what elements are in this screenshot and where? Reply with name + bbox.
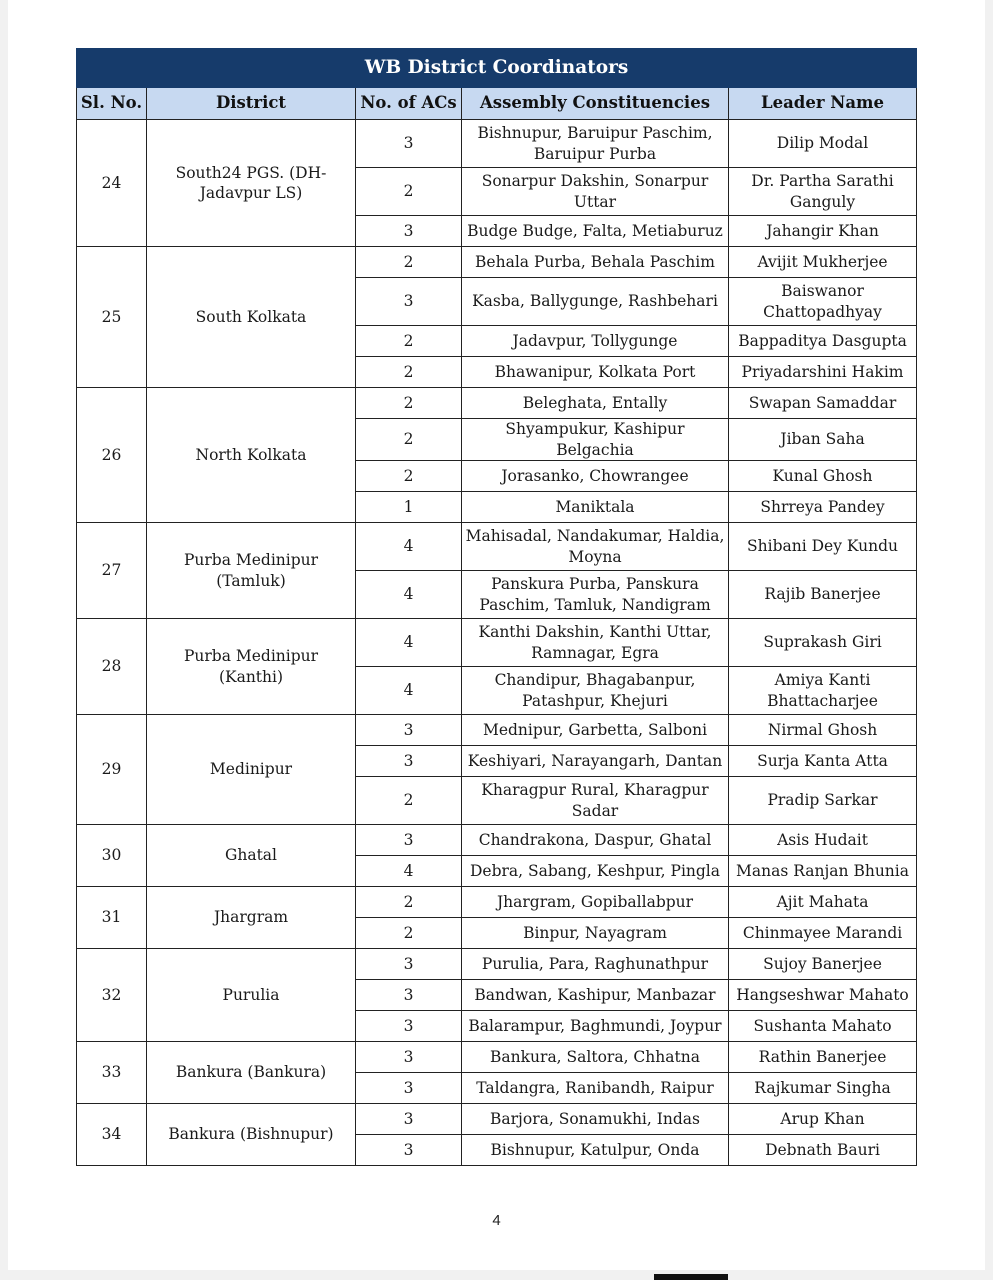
leader-name-cell: Nirmal Ghosh — [729, 715, 917, 746]
constituencies-cell: Bhawanipur, Kolkata Port — [462, 357, 729, 388]
leader-name-cell: Jahangir Khan — [729, 216, 917, 247]
acs-cell: 4 — [356, 523, 462, 571]
leader-name-cell: Ajit Mahata — [729, 887, 917, 918]
acs-cell: 2 — [356, 388, 462, 419]
sl-no-cell: 24 — [77, 120, 147, 247]
sl-no-cell: 31 — [77, 887, 147, 949]
acs-cell: 4 — [356, 856, 462, 887]
acs-cell: 2 — [356, 247, 462, 278]
leader-name-cell: Sushanta Mahato — [729, 1011, 917, 1042]
table-row — [77, 887, 917, 918]
table-row — [77, 949, 917, 980]
constituencies-cell: Kasba, Ballygunge, Rashbehari — [462, 278, 729, 326]
leader-name-cell: Avijit Mukherjee — [729, 247, 917, 278]
acs-cell: 3 — [356, 746, 462, 777]
leader-name-cell: Rajib Banerjee — [729, 571, 917, 619]
district-cell: Bankura (Bishnupur) — [147, 1104, 356, 1166]
bottom-bar — [654, 1274, 728, 1280]
acs-cell: 3 — [356, 1135, 462, 1166]
acs-cell: 3 — [356, 715, 462, 746]
table-title: WB District Coordinators — [77, 49, 917, 88]
constituencies-cell: Sonarpur Dakshin, Sonarpur Uttar — [462, 168, 729, 216]
sl-no-cell: 27 — [77, 523, 147, 619]
constituencies-cell: Shyampukur, Kashipur Belgachia — [462, 419, 729, 461]
table-row — [77, 825, 917, 856]
acs-cell: 3 — [356, 1104, 462, 1135]
leader-name-cell: Chinmayee Marandi — [729, 918, 917, 949]
district-cell: Medinipur — [147, 715, 356, 825]
acs-cell: 2 — [356, 419, 462, 461]
acs-cell: 3 — [356, 216, 462, 247]
constituencies-cell: Chandipur, Bhagabanpur, Patashpur, Khejuri — [462, 667, 729, 715]
leader-name-cell: Kunal Ghosh — [729, 461, 917, 492]
acs-cell: 3 — [356, 1011, 462, 1042]
constituencies-cell: Behala Purba, Behala Paschim — [462, 247, 729, 278]
leader-name-cell: Jiban Saha — [729, 419, 917, 461]
district-cell: Purba Medinipur (Kanthi) — [147, 619, 356, 715]
constituencies-cell: Bishnupur, Baruipur Paschim, Baruipur Purba — [462, 120, 729, 168]
district-cell: Jhargram — [147, 887, 356, 949]
district-cell: Ghatal — [147, 825, 356, 887]
acs-cell: 4 — [356, 667, 462, 715]
acs-cell: 2 — [356, 918, 462, 949]
table-body — [77, 120, 917, 1166]
acs-cell: 3 — [356, 120, 462, 168]
leader-name-cell: Baiswanor Chattopadhyay — [729, 278, 917, 326]
leader-name-cell: Dilip Modal — [729, 120, 917, 168]
leader-name-cell: Hangseshwar Mahato — [729, 980, 917, 1011]
acs-cell: 3 — [356, 825, 462, 856]
acs-cell: 2 — [356, 777, 462, 825]
constituencies-cell: Bankura, Saltora, Chhatna — [462, 1042, 729, 1073]
district-cell: North Kolkata — [147, 388, 356, 523]
leader-name-cell: Arup Khan — [729, 1104, 917, 1135]
constituencies-cell: Debra, Sabang, Keshpur, Pingla — [462, 856, 729, 887]
acs-cell: 2 — [356, 326, 462, 357]
sl-no-cell: 33 — [77, 1042, 147, 1104]
table-row — [77, 619, 917, 667]
leader-name-cell: Shrreya Pandey — [729, 492, 917, 523]
acs-cell: 1 — [356, 492, 462, 523]
constituencies-cell: Jadavpur, Tollygunge — [462, 326, 729, 357]
leader-name-cell: Dr. Partha Sarathi Ganguly — [729, 168, 917, 216]
constituencies-cell: Purulia, Para, Raghunathpur — [462, 949, 729, 980]
sl-no-cell: 32 — [77, 949, 147, 1042]
leader-name-cell: Suprakash Giri — [729, 619, 917, 667]
district-cell: Purba Medinipur (Tamluk) — [147, 523, 356, 619]
table-row — [77, 120, 917, 168]
district-coordinators-table — [76, 48, 917, 1166]
acs-cell: 2 — [356, 357, 462, 388]
constituencies-cell: Mahisadal, Nandakumar, Haldia, Moyna — [462, 523, 729, 571]
district-cell: South24 PGS. (DH-Jadavpur LS) — [147, 120, 356, 247]
header-sl-no: Sl. No. — [77, 88, 147, 120]
leader-name-cell: Manas Ranjan Bhunia — [729, 856, 917, 887]
acs-cell: 3 — [356, 1042, 462, 1073]
district-cell: Bankura (Bankura) — [147, 1042, 356, 1104]
header-district: District — [147, 88, 356, 120]
leader-name-cell: Amiya Kanti Bhattacharjee — [729, 667, 917, 715]
sl-no-cell: 30 — [77, 825, 147, 887]
page-number: 4 — [492, 1212, 501, 1229]
table-row — [77, 388, 917, 419]
acs-cell: 2 — [356, 887, 462, 918]
leader-name-cell: Asis Hudait — [729, 825, 917, 856]
sl-no-cell: 26 — [77, 388, 147, 523]
leader-name-cell: Swapan Samaddar — [729, 388, 917, 419]
table-row — [77, 1104, 917, 1135]
table-row — [77, 715, 917, 746]
leader-name-cell: Debnath Bauri — [729, 1135, 917, 1166]
table-row — [77, 523, 917, 571]
district-cell: Purulia — [147, 949, 356, 1042]
table-row — [77, 1042, 917, 1073]
sl-no-cell: 25 — [77, 247, 147, 388]
header-assembly-constituencies: Assembly Constituencies — [462, 88, 729, 120]
acs-cell: 4 — [356, 571, 462, 619]
constituencies-cell: Bishnupur, Katulpur, Onda — [462, 1135, 729, 1166]
acs-cell: 3 — [356, 949, 462, 980]
acs-cell: 4 — [356, 619, 462, 667]
constituencies-cell: Keshiyari, Narayangarh, Dantan — [462, 746, 729, 777]
constituencies-cell: Kanthi Dakshin, Kanthi Uttar, Ramnagar, Egra — [462, 619, 729, 667]
constituencies-cell: Maniktala — [462, 492, 729, 523]
district-cell: South Kolkata — [147, 247, 356, 388]
constituencies-cell: Panskura Purba, Panskura Paschim, Tamluk, Nandigram — [462, 571, 729, 619]
sl-no-cell: 29 — [77, 715, 147, 825]
acs-cell: 2 — [356, 168, 462, 216]
constituencies-cell: Budge Budge, Falta, Metiaburuz — [462, 216, 729, 247]
constituencies-cell: Beleghata, Entally — [462, 388, 729, 419]
sl-no-cell: 28 — [77, 619, 147, 715]
acs-cell: 3 — [356, 980, 462, 1011]
constituencies-cell: Bandwan, Kashipur, Manbazar — [462, 980, 729, 1011]
acs-cell: 3 — [356, 278, 462, 326]
header-no-of-acs: No. of ACs — [356, 88, 462, 120]
leader-name-cell: Shibani Dey Kundu — [729, 523, 917, 571]
leader-name-cell: Bappaditya Dasgupta — [729, 326, 917, 357]
constituencies-cell: Barjora, Sonamukhi, Indas — [462, 1104, 729, 1135]
constituencies-cell: Taldangra, Ranibandh, Raipur — [462, 1073, 729, 1104]
sl-no-cell: 34 — [77, 1104, 147, 1166]
leader-name-cell: Pradip Sarkar — [729, 777, 917, 825]
constituencies-cell: Jhargram, Gopiballabpur — [462, 887, 729, 918]
acs-cell: 2 — [356, 461, 462, 492]
table-row — [77, 247, 917, 278]
constituencies-cell: Binpur, Nayagram — [462, 918, 729, 949]
leader-name-cell: Surja Kanta Atta — [729, 746, 917, 777]
constituencies-cell: Mednipur, Garbetta, Salboni — [462, 715, 729, 746]
constituencies-cell: Chandrakona, Daspur, Ghatal — [462, 825, 729, 856]
header-leader-name: Leader Name — [729, 88, 917, 120]
leader-name-cell: Rathin Banerjee — [729, 1042, 917, 1073]
acs-cell: 3 — [356, 1073, 462, 1104]
header-row — [77, 88, 917, 120]
constituencies-cell: Kharagpur Rural, Kharagpur Sadar — [462, 777, 729, 825]
leader-name-cell: Priyadarshini Hakim — [729, 357, 917, 388]
constituencies-cell: Balarampur, Baghmundi, Joypur — [462, 1011, 729, 1042]
leader-name-cell: Rajkumar Singha — [729, 1073, 917, 1104]
constituencies-cell: Jorasanko, Chowrangee — [462, 461, 729, 492]
leader-name-cell: Sujoy Banerjee — [729, 949, 917, 980]
